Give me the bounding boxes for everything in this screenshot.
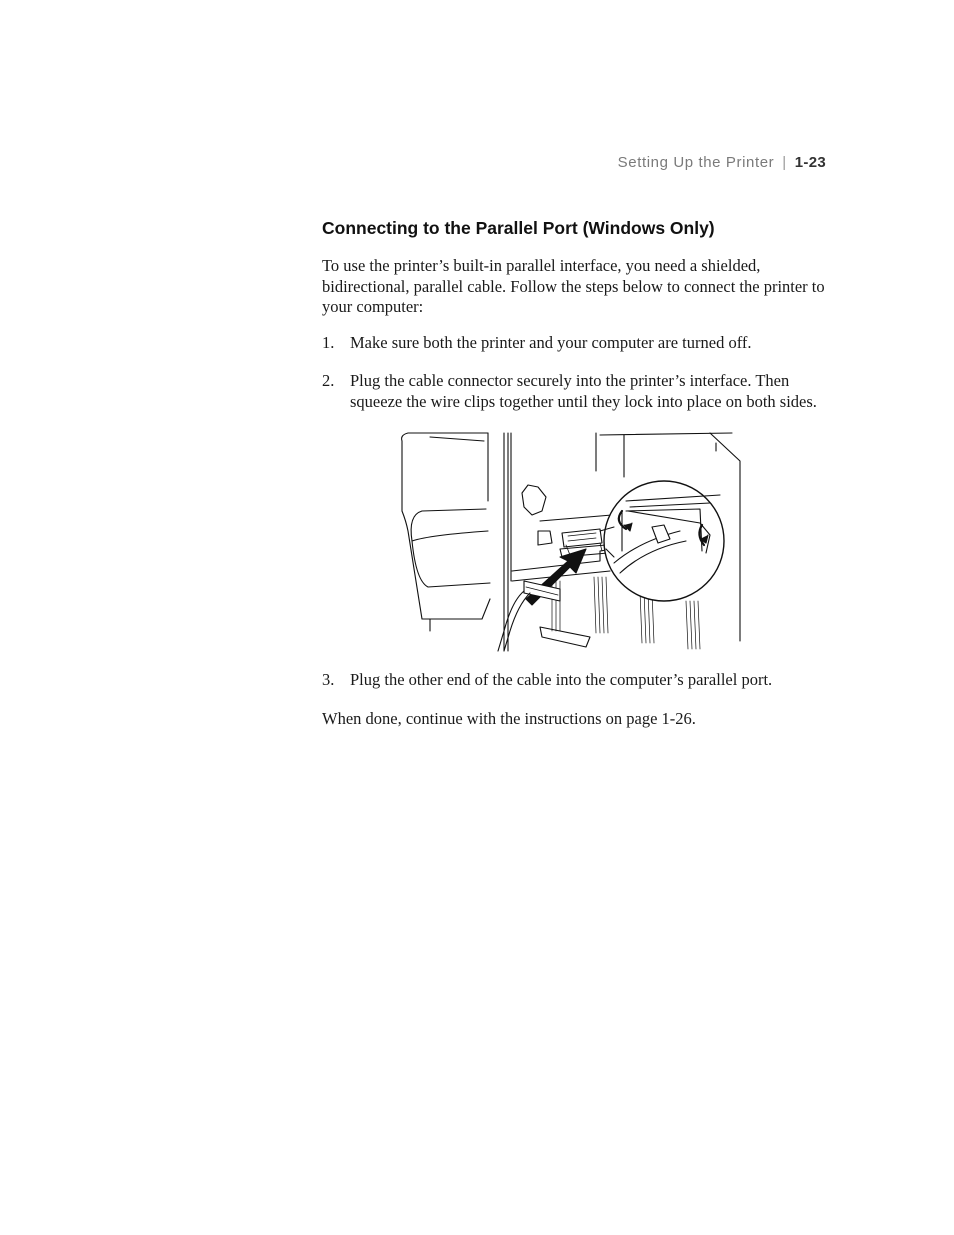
step-1 [322,333,832,354]
page-number: 1-23 [794,154,826,171]
closing-paragraph: When done, continue with the instructions on page 1-26. [322,709,696,728]
running-head-separator: | [782,154,787,171]
section-heading: Connecting to the Parallel Port (Windows Only) [322,218,715,238]
running-head [618,154,826,171]
running-head-section: Setting Up the Printer [617,154,775,171]
step-text: Plug the cable connector securely into the printer’s interface. Then squeeze the wire clips together until they lock into place on both sides. [350,371,817,411]
step-number: 2. [322,371,335,390]
step-3 [322,670,832,691]
intro-paragraph: To use the printer’s built-in parallel interface, you need a shielded, bidirectional, parallel cable. Follow the steps below to connect the printer to your computer: [322,256,825,316]
step-2 [322,371,832,412]
step-number: 1. [322,333,335,352]
printer-cable-illustration [400,431,742,653]
step-text: Plug the other end of the cable into the computer’s parallel port. [350,670,773,689]
step-text: Make sure both the printer and your computer are turned off. [350,333,752,352]
step-number: 3. [322,670,335,689]
